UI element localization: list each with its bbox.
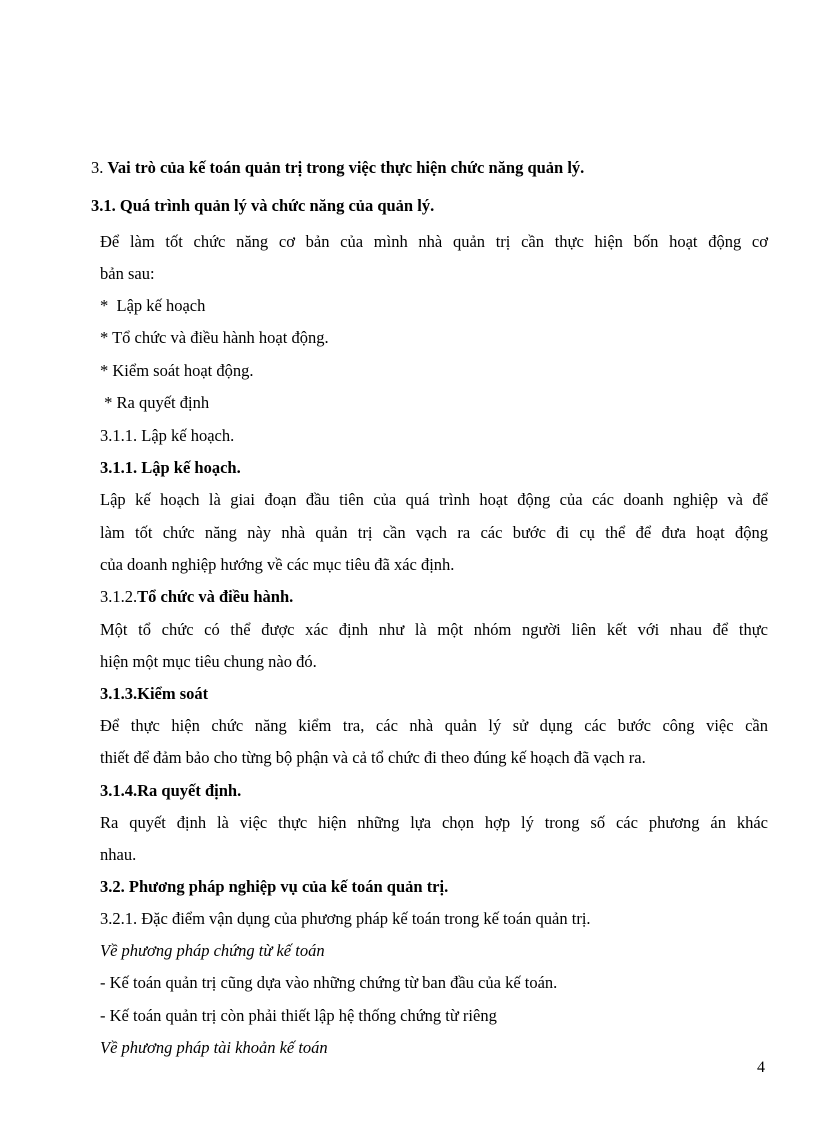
paragraph-line: Một tổ chức có thể được xác định như là một nhóm người liên kết với nhau để thực	[100, 620, 768, 639]
subsection-3-1-1-heading: 3.1.1. Lập kế hoạch.	[100, 458, 241, 477]
section-3-number: 3.	[91, 158, 104, 177]
section-3-1-heading: 3.1. Quá trình quản lý và chức năng của quản lý.	[91, 196, 435, 215]
paragraph-line: làm tốt chức năng này nhà quản trị cần vạch ra các bước đi cụ thể để đưa hoạt động	[100, 523, 768, 542]
paragraph-line: của doanh nghiệp hướng về các mục tiêu đã xác định.	[100, 555, 455, 574]
page-number: 4	[757, 1059, 765, 1076]
bullet-item: * Ra quyết định	[100, 393, 210, 412]
paragraph-line: Để thực hiện chức năng kiểm tra, các nhà quản lý sử dụng các bước công việc cần	[100, 716, 768, 735]
dash-item: - Kế toán quản trị còn phải thiết lập hệ thống chứng từ riêng	[100, 1006, 497, 1025]
paragraph-line: Ra quyết định là việc thực hiện những lựa chọn hợp lý trong số các phương án khác	[100, 813, 768, 832]
paragraph-line: nhau.	[100, 845, 137, 864]
intro-line-1: Để làm tốt chức năng cơ bản của mình nhà quản trị cần thực hiện bốn hoạt động cơ	[100, 232, 768, 251]
subsection-3-1-2-title: Tổ chức và điều hành.	[137, 587, 294, 606]
dash-item: - Kế toán quản trị cũng dựa vào những chứng từ ban đầu của kế toán.	[100, 973, 558, 992]
bullet-item: * Kiểm soát hoạt động.	[100, 361, 254, 380]
subsection-3-1-3-heading: 3.1.3.Kiểm soát	[100, 684, 209, 703]
subsection-3-1-4-heading: 3.1.4.Ra quyết định.	[100, 781, 242, 800]
subsection-3-1-2-number: 3.1.2.	[100, 587, 138, 606]
paragraph-line: hiện một mục tiêu chung nào đó.	[100, 652, 317, 671]
italic-subheading: Về phương pháp chứng từ kế toán	[100, 941, 325, 960]
section-3-2-heading: 3.2. Phương pháp nghiệp vụ của kế toán quản trị.	[100, 877, 449, 896]
italic-subheading: Về phương pháp tài khoản kế toán	[100, 1038, 328, 1057]
paragraph-line: thiết để đảm bảo cho từng bộ phận và cả tổ chức đi theo đúng kế hoạch đã vạch ra.	[100, 748, 646, 767]
section-3-title: Vai trò của kế toán quản trị trong việc thực hiện chức năng quản lý.	[107, 158, 585, 177]
bullet-item: * Tổ chức và điều hành hoạt động.	[100, 328, 329, 347]
subsection-3-2-1-heading: 3.2.1. Đặc điểm vận dụng của phương pháp kế toán trong kế toán quản trị.	[100, 909, 591, 928]
paragraph-line: Lập kế hoạch là giai đoạn đầu tiên của quá trình hoạt động của các doanh nghiệp và để	[100, 490, 768, 509]
section-3-heading	[91, 158, 584, 178]
subsection-3-1-2-heading	[100, 587, 293, 607]
intro-line-2: bản sau:	[100, 264, 155, 283]
subsection-3-1-1-plain: 3.1.1. Lập kế hoạch.	[100, 426, 235, 445]
bullet-item: * Lập kế hoạch	[100, 296, 206, 315]
